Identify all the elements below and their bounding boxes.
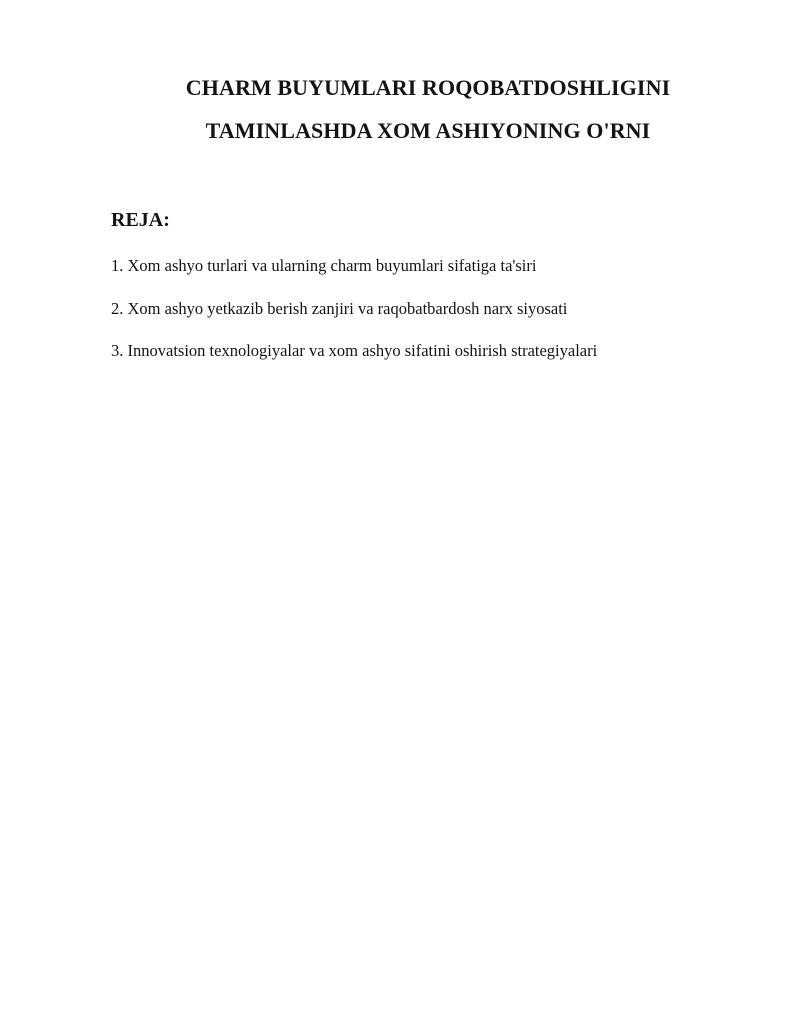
document-title-line-1: CHARM BUYUMLARI ROQOBATDOSHLIGINI (185, 75, 671, 100)
plan-item-3: 3. Innovatsion texnologiyalar va xom ashyo sifatini oshirish strategiyalari (111, 341, 598, 360)
plan-item-2: 2. Xom ashyo yetkazib berish zanjiri va raqobatbardosh narx siyosati (111, 298, 568, 318)
plan-heading: REJA: (111, 209, 170, 231)
plan-list (111, 255, 597, 383)
plan-item-1: 1. Xom ashyo turlari va ularning charm buyumlari sifatiga ta'siri (111, 256, 537, 275)
document-title-line-2: TAMINLASHDA XOM ASHIYONING O'RNI (205, 118, 651, 143)
